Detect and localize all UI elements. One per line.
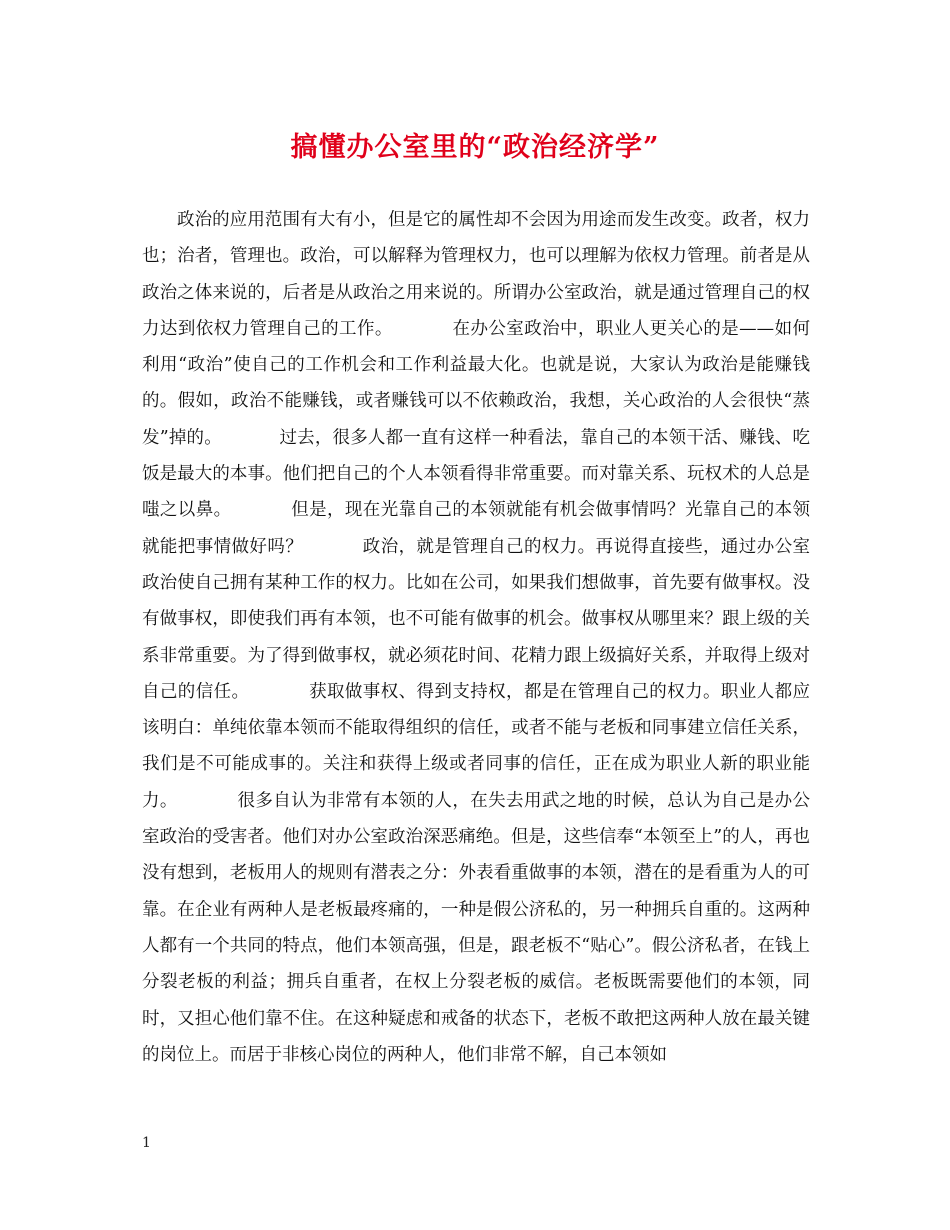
document-body: 政治的应用范围有大有小，但是它的属性却不会因为用途而发生改变。政者，权力也；治者，管理也。政治，可以解释为管理权力，也可以理解为依权力管理。前者是从政治之体来说的，后者是从政治之用来说的。所谓办公室政治，就是通过管理自己的权力达到依权力管理自己的工作。 在办公室政治中，职业人更关心的是——如何利用“政治”使自己的工作机会和工作利益最大化。也就是说，大家认为政治是能赚钱的。假如，政治不能赚钱，或者赚钱可以不依赖政治，我想，关心政治的人会很快“蒸发”掉的。 过去，很多人都一直有这样一种看法，靠自己的本领干活、赚钱、吃饭是最大的本事。他们把自己的个人本领看得非常重要。而对靠关系、玩权术的人总是嗤之以鼻。 但是，现在光靠自己的本领就能有机会做事情吗？光靠自己的本领就能把事情做好吗？ 政治，就是管理自己的权力。再说得直接些，通过办公室政治使自己拥有某种工作的权力。比如在公司，如果我们想做事，首先要有做事权。没有做事权，即使我们再有本领，也不可能有做事的机会。做事权从哪里来？跟上级的关系非常重要。为了得到做事权，就必须花时间、花精力跟上级搞好关系，并取得上级对自己的信任。 获取做事权、得到支持权，都是在管理自己的权力。职业人都应该明白：单纯依靠本领而不能取得组织的信任，或者不能与老板和同事建立信任关系，我们是不可能成事的。关注和获得上级或者同事的信任，正在成为职业人新的职业能力。 很多自认为非常有本领的人，在失去用武之地的时候，总认为自己是办公室政治的受害者。他们对办公室政治深恶痛绝。但是，这些信奉“本领至上”的人，再也没有想到，老板用人的规则有潜表之分：外表看重做事的本领，潜在的是看重为人的可靠。在企业有两种人是老板最疼痛的，一种是假公济私的，另一种拥兵自重的。这两种人都有一个共同的特点，他们本领高强，但是，跟老板不“贴心”。假公济私者，在钱上分裂老板的利益；拥兵自重者，在权上分裂老板的威信。老板既需要他们的本领，同时，又担心他们靠不住。在这种疑虑和戒备的状态下，老板不敢把这两种人放在最关键的岗位上。而居于非核心岗位的两种人，他们非常不解，自己本领如	[142, 210, 810, 1065]
page-number: 1	[142, 1135, 151, 1151]
document-title: 搞懂办公室里的“政治经济学”	[290, 132, 660, 163]
